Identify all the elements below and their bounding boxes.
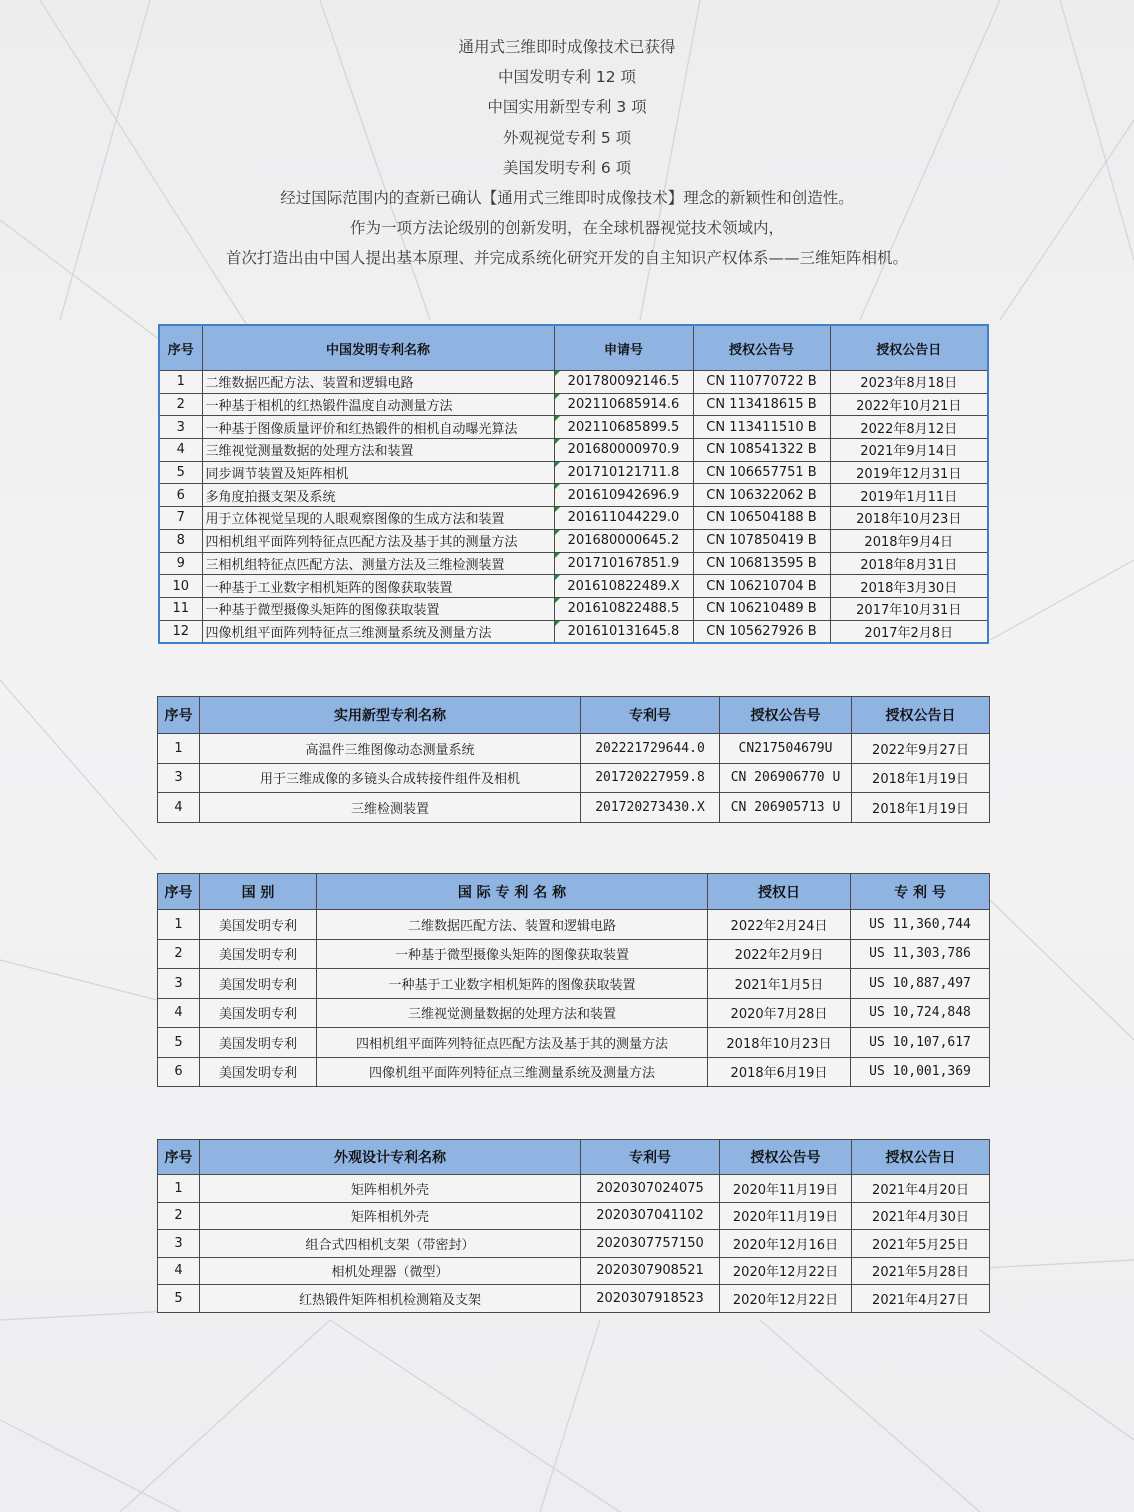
- table-row: [159, 484, 988, 507]
- publication-number-cell: CN 106322062 B: [693, 484, 830, 507]
- intro-line: 经过国际范围内的查新已确认【通用式三维即时成像技术】理念的新颖性和创造性。: [280, 188, 854, 207]
- col-header: 序号: [159, 325, 202, 371]
- publication-number-cell: CN 106210704 B: [693, 575, 830, 598]
- col-header: 授权公告日: [852, 697, 990, 734]
- patent-name-cell: 一种基于微型摄像头矩阵的图像获取装置: [317, 939, 708, 969]
- publication-number-cell: 2020年12月22日: [720, 1285, 852, 1313]
- col-header: 序号: [158, 1140, 200, 1175]
- patent-name-cell: 四相机组平面阵列特征点匹配方法及基于其的测量方法: [317, 1028, 708, 1058]
- col-header: 授权公告号: [693, 325, 830, 371]
- patent-number-cell: 201720227959.8: [581, 763, 720, 793]
- publication-number-cell: CN 110770722 B: [693, 371, 830, 394]
- table-row: [158, 969, 990, 999]
- china-invention-patent-table: [158, 324, 989, 644]
- table-row: [158, 1057, 990, 1087]
- grant-date-cell: 2022年2月24日: [708, 910, 851, 940]
- table-row: [159, 461, 988, 484]
- table-row: [158, 763, 990, 793]
- intro-line: 作为一项方法论级别的创新发明，在全球机器视觉技术领域内，: [349, 219, 784, 238]
- col-header: 申请号: [554, 325, 693, 371]
- intro-line: 首次打造出由中国人提出基本原理、并完成系统化研究开发的自主知识产权体系——三维矩阵相机。: [225, 249, 908, 268]
- publication-date-cell: 2018年8月31日: [830, 552, 988, 575]
- row-number-cell: 2: [158, 1202, 200, 1230]
- patent-name-cell: 同步调节装置及矩阵相机: [202, 461, 554, 484]
- publication-date-cell: 2019年1月11日: [830, 484, 988, 507]
- col-header: 授权公告日: [830, 325, 988, 371]
- row-number-cell: 1: [158, 910, 200, 940]
- publication-number-cell: CN 105627926 B: [693, 620, 830, 643]
- table-row: [159, 439, 988, 462]
- patent-name-cell: 矩阵相机外壳: [200, 1202, 581, 1230]
- col-header: 外观设计专利名称: [200, 1140, 581, 1175]
- publication-date-cell: 2018年3月30日: [830, 575, 988, 598]
- publication-number-cell: 2020年12月22日: [720, 1257, 852, 1285]
- table-header-row: [159, 325, 988, 371]
- table-header-row: [158, 1140, 990, 1175]
- patent-name-cell: 用于三维成像的多镜头合成转接件组件及相机: [200, 763, 581, 793]
- row-number-cell: 11: [159, 597, 202, 620]
- patent-number-cell: US 10,887,497: [851, 969, 990, 999]
- publication-date-cell: 2017年2月8日: [830, 620, 988, 643]
- row-number-cell: 6: [158, 1057, 200, 1087]
- patent-name-cell: 四相机组平面阵列特征点匹配方法及基于其的测量方法: [202, 529, 554, 552]
- row-number-cell: 3: [159, 416, 202, 439]
- row-number-cell: 3: [158, 969, 200, 999]
- publication-number-cell: CN 108541322 B: [693, 439, 830, 462]
- patent-name-cell: 高温件三维图像动态测量系统: [200, 734, 581, 764]
- patent-name-cell: 组合式四相机支架（带密封）: [200, 1230, 581, 1258]
- row-number-cell: 3: [158, 763, 200, 793]
- publication-date-cell: 2021年9月14日: [830, 439, 988, 462]
- intro-line: 美国发明专利 6 项: [502, 158, 632, 177]
- publication-number-cell: CN 107850419 B: [693, 529, 830, 552]
- publication-date-cell: 2021年5月25日: [852, 1230, 990, 1258]
- application-number-cell: 201610822489.X: [554, 575, 693, 598]
- country-cell: 美国发明专利: [200, 1028, 317, 1058]
- publication-date-cell: 2018年1月19日: [852, 793, 990, 823]
- patent-number-cell: 2020307908521: [581, 1257, 720, 1285]
- table-row: [158, 1285, 990, 1313]
- publication-date-cell: 2021年4月27日: [852, 1285, 990, 1313]
- publication-date-cell: 2018年9月4日: [830, 529, 988, 552]
- intro-line: 通用式三维即时成像技术已获得: [458, 38, 676, 56]
- table-header-row: [158, 697, 990, 734]
- row-number-cell: 2: [159, 393, 202, 416]
- col-header: 中国发明专利名称: [202, 325, 554, 371]
- publication-date-cell: 2019年12月31日: [830, 461, 988, 484]
- row-number-cell: 3: [158, 1230, 200, 1258]
- row-number-cell: 4: [158, 1257, 200, 1285]
- patent-number-cell: 2020307918523: [581, 1285, 720, 1313]
- patent-name-cell: 一种基于微型摄像头矩阵的图像获取装置: [202, 597, 554, 620]
- patent-number-cell: 2020307757150: [581, 1230, 720, 1258]
- publication-number-cell: CN217504679U: [720, 734, 852, 764]
- patent-number-cell: 202221729644.0: [581, 734, 720, 764]
- publication-date-cell: 2022年9月27日: [852, 734, 990, 764]
- patent-name-cell: 四像机组平面阵列特征点三维测量系统及测量方法: [317, 1057, 708, 1087]
- table-row: [158, 939, 990, 969]
- patent-name-cell: 一种基于相机的红热锻件温度自动测量方法: [202, 393, 554, 416]
- publication-date-cell: 2022年8月12日: [830, 416, 988, 439]
- application-number-cell: 201680000970.9: [554, 439, 693, 462]
- country-cell: 美国发明专利: [200, 939, 317, 969]
- table-row: [158, 1257, 990, 1285]
- row-number-cell: 4: [158, 793, 200, 823]
- row-number-cell: 4: [159, 439, 202, 462]
- patent-number-cell: US 11,360,744: [851, 910, 990, 940]
- table-row: [158, 1175, 990, 1203]
- col-header: 授权公告号: [720, 1140, 852, 1175]
- patent-name-cell: 红热锻件矩阵相机检测箱及支架: [200, 1285, 581, 1313]
- patent-name-cell: 三相机组特征点匹配方法、测量方法及三维检测装置: [202, 552, 554, 575]
- intro-line: 中国发明专利 12 项: [497, 68, 637, 87]
- intro-line: 外观视觉专利 5 项: [502, 128, 632, 147]
- grant-date-cell: 2020年7月28日: [708, 998, 851, 1028]
- row-number-cell: 5: [158, 1285, 200, 1313]
- row-number-cell: 10: [159, 575, 202, 598]
- table-row: [159, 552, 988, 575]
- publication-number-cell: 2020年11月19日: [720, 1175, 852, 1203]
- patent-name-cell: 三维检测装置: [200, 793, 581, 823]
- patent-name-cell: 四像机组平面阵列特征点三维测量系统及测量方法: [202, 620, 554, 643]
- row-number-cell: 2: [158, 939, 200, 969]
- row-number-cell: 6: [159, 484, 202, 507]
- application-number-cell: 201610942696.9: [554, 484, 693, 507]
- publication-date-cell: 2021年4月30日: [852, 1202, 990, 1230]
- table-row: [159, 529, 988, 552]
- publication-number-cell: CN 106504188 B: [693, 507, 830, 530]
- publication-date-cell: 2022年10月21日: [830, 393, 988, 416]
- country-cell: 美国发明专利: [200, 998, 317, 1028]
- row-number-cell: 1: [158, 734, 200, 764]
- table-row: [158, 793, 990, 823]
- patent-name-cell: 一种基于图像质量评价和红热锻件的相机自动曝光算法: [202, 416, 554, 439]
- grant-date-cell: 2018年10月23日: [708, 1028, 851, 1058]
- application-number-cell: 201610131645.8: [554, 620, 693, 643]
- patent-name-cell: 二维数据匹配方法、装置和逻辑电路: [202, 371, 554, 394]
- row-number-cell: 12: [159, 620, 202, 643]
- patent-name-cell: 三维视觉测量数据的处理方法和装置: [317, 998, 708, 1028]
- patent-number-cell: US 10,724,848: [851, 998, 990, 1028]
- col-header: 授权日: [708, 874, 851, 910]
- row-number-cell: 1: [158, 1175, 200, 1203]
- publication-number-cell: 2020年11月19日: [720, 1202, 852, 1230]
- publication-date-cell: 2017年10月31日: [830, 597, 988, 620]
- table-row: [159, 575, 988, 598]
- publication-date-cell: 2023年8月18日: [830, 371, 988, 394]
- publication-number-cell: 2020年12月16日: [720, 1230, 852, 1258]
- col-header: 国 别: [200, 874, 317, 910]
- patent-name-cell: 二维数据匹配方法、装置和逻辑电路: [317, 910, 708, 940]
- col-header: 专 利 号: [851, 874, 990, 910]
- application-number-cell: 202110685914.6: [554, 393, 693, 416]
- patent-name-cell: 相机处理器（微型）: [200, 1257, 581, 1285]
- application-number-cell: 201611044229.0: [554, 507, 693, 530]
- grant-date-cell: 2022年2月9日: [708, 939, 851, 969]
- table-row: [158, 998, 990, 1028]
- application-number-cell: 201710121711.8: [554, 461, 693, 484]
- grant-date-cell: 2018年6月19日: [708, 1057, 851, 1087]
- application-number-cell: 201680000645.2: [554, 529, 693, 552]
- patent-name-cell: 一种基于工业数字相机矩阵的图像获取装置: [317, 969, 708, 999]
- col-header: 专利号: [581, 1140, 720, 1175]
- patent-name-cell: 用于立体视觉呈现的人眼观察图像的生成方法和装置: [202, 507, 554, 530]
- publication-number-cell: CN 113418615 B: [693, 393, 830, 416]
- intro-line: 中国实用新型专利 3 项: [487, 98, 647, 117]
- publication-date-cell: 2021年4月20日: [852, 1175, 990, 1203]
- table-row: [158, 910, 990, 940]
- publication-number-cell: CN 106813595 B: [693, 552, 830, 575]
- row-number-cell: 9: [159, 552, 202, 575]
- table-row: [159, 597, 988, 620]
- row-number-cell: 1: [159, 371, 202, 394]
- patent-name-cell: 三维视觉测量数据的处理方法和装置: [202, 439, 554, 462]
- grant-date-cell: 2021年1月5日: [708, 969, 851, 999]
- design-patent-table: [157, 1139, 990, 1313]
- col-header: 国 际 专 利 名 称: [317, 874, 708, 910]
- table-header-row: [158, 874, 990, 910]
- table-row: [159, 507, 988, 530]
- country-cell: 美国发明专利: [200, 1057, 317, 1087]
- row-number-cell: 7: [159, 507, 202, 530]
- patent-number-cell: 201720273430.X: [581, 793, 720, 823]
- row-number-cell: 5: [159, 461, 202, 484]
- col-header: 实用新型专利名称: [200, 697, 581, 734]
- col-header: 授权公告日: [852, 1140, 990, 1175]
- patent-name-cell: 一种基于工业数字相机矩阵的图像获取装置: [202, 575, 554, 598]
- table-row: [159, 371, 988, 394]
- table-row: [158, 734, 990, 764]
- publication-date-cell: 2018年1月19日: [852, 763, 990, 793]
- utility-model-patent-table: [157, 696, 990, 823]
- col-header: 专利号: [581, 697, 720, 734]
- patent-number-cell: 2020307041102: [581, 1202, 720, 1230]
- publication-number-cell: CN 106210489 B: [693, 597, 830, 620]
- col-header: 序号: [158, 697, 200, 734]
- international-patent-table: [157, 873, 990, 1087]
- country-cell: 美国发明专利: [200, 969, 317, 999]
- application-number-cell: 201710167851.9: [554, 552, 693, 575]
- table-row: [159, 416, 988, 439]
- patent-name-cell: 多角度拍摄支架及系统: [202, 484, 554, 507]
- patent-number-cell: US 10,001,369: [851, 1057, 990, 1087]
- patent-name-cell: 矩阵相机外壳: [200, 1175, 581, 1203]
- table-row: [158, 1230, 990, 1258]
- publication-date-cell: 2021年5月28日: [852, 1257, 990, 1285]
- row-number-cell: 5: [158, 1028, 200, 1058]
- application-number-cell: 202110685899.5: [554, 416, 693, 439]
- publication-number-cell: CN 106657751 B: [693, 461, 830, 484]
- col-header: 序号: [158, 874, 200, 910]
- row-number-cell: 4: [158, 998, 200, 1028]
- publication-date-cell: 2018年10月23日: [830, 507, 988, 530]
- intro-text: [0, 32, 1134, 274]
- publication-number-cell: CN 206905713 U: [720, 793, 852, 823]
- patent-number-cell: US 11,303,786: [851, 939, 990, 969]
- publication-number-cell: CN 113411510 B: [693, 416, 830, 439]
- patent-number-cell: US 10,107,617: [851, 1028, 990, 1058]
- row-number-cell: 8: [159, 529, 202, 552]
- table-row: [159, 620, 988, 643]
- table-row: [158, 1028, 990, 1058]
- country-cell: 美国发明专利: [200, 910, 317, 940]
- publication-number-cell: CN 206906770 U: [720, 763, 852, 793]
- col-header: 授权公告号: [720, 697, 852, 734]
- table-row: [158, 1202, 990, 1230]
- application-number-cell: 201780092146.5: [554, 371, 693, 394]
- application-number-cell: 201610822488.5: [554, 597, 693, 620]
- table-row: [159, 393, 988, 416]
- patent-number-cell: 2020307024075: [581, 1175, 720, 1203]
